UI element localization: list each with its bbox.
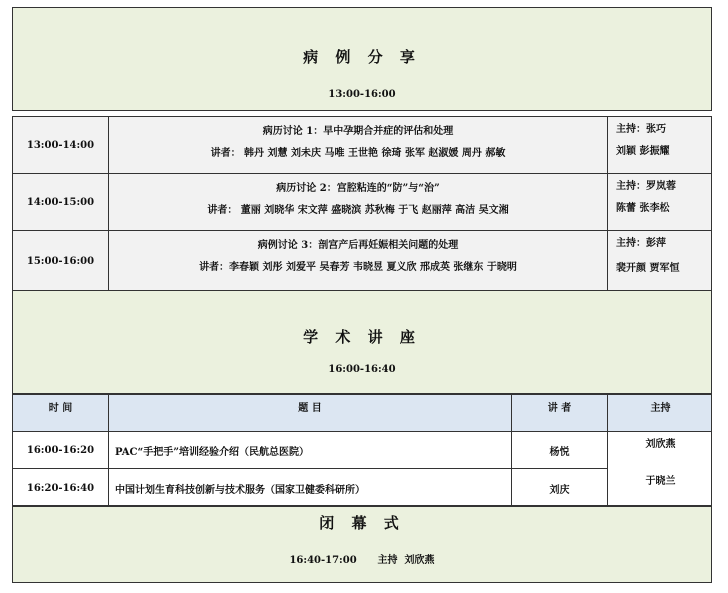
lecture-header-host: 主持 <box>650 402 671 414</box>
lecture-hosts <box>608 432 713 507</box>
case-topic: 病历讨论 1：早中孕期合并症的评估和处理 <box>262 126 454 137</box>
lecture-header-topic: 题 目 <box>298 402 322 414</box>
case-table <box>12 116 712 291</box>
lecture-header-time: 时 间 <box>48 402 73 414</box>
case-sharing-section <box>12 7 712 111</box>
case-speakers: 讲者：李春颖 刘彤 刘爱平 吴春芳 韦晓昱 夏义欣 邢成英 张继东 于晓明 <box>199 262 517 273</box>
case-hosts <box>608 174 713 230</box>
lecture-speaker: 杨悦 <box>549 446 570 458</box>
closing-section <box>12 506 712 583</box>
case-time: 15:00-16:00 <box>26 256 95 267</box>
case-time: 14:00-15:00 <box>26 196 95 208</box>
case-host-line1: 主持：张巧 <box>616 124 666 135</box>
lecture-time: 16:20-16:40 <box>26 482 95 494</box>
case-content <box>109 174 607 230</box>
case-topic: 病例讨论 3：剖宫产后再妊娠相关问题的处理 <box>257 240 459 251</box>
lecture-host-1: 刘欣燕 <box>645 439 676 450</box>
case-sharing-time: 13:00-16:00 <box>328 88 396 100</box>
case-speakers: 讲者： 董丽 刘晓华 宋文萍 盛晓滨 苏秋梅 于飞 赵丽萍 高洁 吴文湘 <box>207 205 509 216</box>
lecture-header-speaker: 讲 者 <box>547 402 572 414</box>
case-content <box>109 231 607 292</box>
case-host-line2: 刘颖 彭振耀 <box>616 146 670 157</box>
case-topic: 病历讨论 2：宫腔粘连的“防”与“治” <box>276 183 440 194</box>
case-host-line2: 陈蕾 张李松 <box>616 203 670 214</box>
case-content <box>109 117 607 173</box>
case-time: 13:00-14:00 <box>26 139 95 151</box>
case-sharing-title: 病 例 分 享 <box>303 47 421 66</box>
closing-title: 闭 幕 式 <box>319 513 405 532</box>
closing-time-host: 16:40-17:00 主持 刘欣燕 <box>289 554 435 566</box>
lecture-topic: 中国计划生育科技创新与技术服务（国家卫健委科研所） <box>115 484 365 496</box>
lecture-speaker: 刘庆 <box>549 484 570 496</box>
lecture-section <box>12 290 712 394</box>
lecture-time: 16:00-16:20 <box>26 444 95 456</box>
case-host-line1: 主持：彭萍 <box>616 238 666 249</box>
case-speakers: 讲者： 韩丹 刘慧 刘未庆 马唯 王世艳 徐琦 张军 赵淑媛 周丹 郝敏 <box>210 148 506 159</box>
case-host-line2: 裴开颜 贾军恒 <box>616 263 680 274</box>
lecture-time: 16:00-16:40 <box>328 363 396 375</box>
lecture-topic: PAC“手把手”培训经验介绍（民航总医院） <box>115 446 310 458</box>
case-hosts <box>608 231 713 292</box>
lecture-host-2: 于晓兰 <box>645 476 676 487</box>
case-host-line1: 主持：罗岚蓉 <box>616 181 676 192</box>
lecture-table <box>12 394 712 506</box>
case-hosts <box>608 117 713 173</box>
lecture-title: 学 术 讲 座 <box>303 327 421 346</box>
